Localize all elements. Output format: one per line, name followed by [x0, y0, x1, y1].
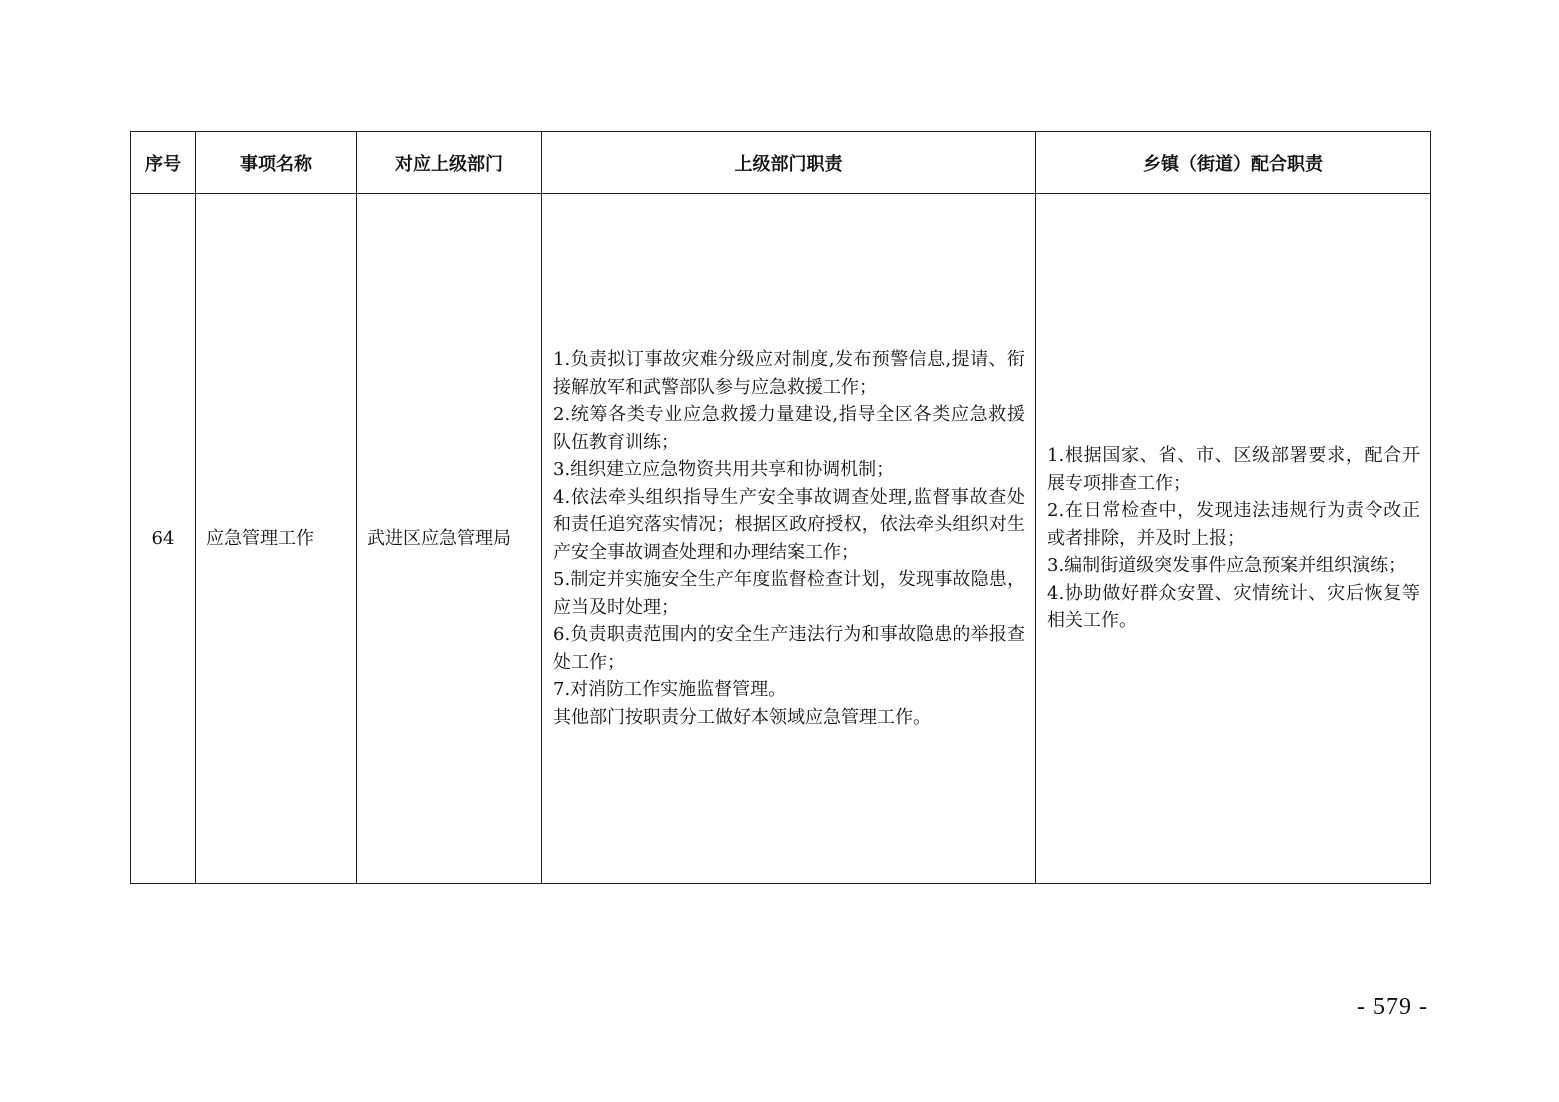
superior-duty-item: 其他部门按职责分工做好本领域应急管理工作。 [553, 706, 931, 728]
superior-duty-item: 3.组织建立应急物资共用共享和协调机制； [553, 459, 895, 480]
superior-duty-item: 4.依法牵头组织指导生产安全事故调查处理,监督事故查处和责任追究落实情况；根据区政府授权，依法牵头组织对生产安全事故调查处理和办理结案工作； [553, 486, 1025, 563]
table-header-row [131, 132, 1431, 194]
township-duty-item: 2.在日常检查中，发现违法违规行为责令改正或者排除，并及时上报； [1047, 500, 1420, 549]
township-duty-item: 4.协助做好群众安置、灾情统计、灾后恢复等相关工作。 [1047, 582, 1420, 632]
superior-duty-item: 1.负责拟订事故灾难分级应对制度,发布预警信息,提请、衔接解放军和武警部队参与应急救援工作； [553, 349, 1025, 398]
table-row [131, 194, 1431, 884]
header-index: 序号 [131, 132, 196, 194]
header-department: 对应上级部门 [357, 132, 542, 194]
cell-superior-duties [542, 194, 1036, 884]
header-superior-duties: 上级部门职责 [542, 132, 1036, 194]
duty-table-container [130, 131, 1430, 884]
cell-department: 武进区应急管理局 [357, 194, 542, 884]
header-item-name: 事项名称 [196, 132, 357, 194]
duty-table [130, 131, 1431, 884]
page-number: - 579 - [1357, 994, 1428, 1020]
superior-duty-item: 2.统筹各类专业应急救援力量建设,指导全区各类应急救援队伍教育训练； [553, 404, 1025, 453]
township-duty-item: 1.根据国家、省、市、区级部署要求，配合开展专项排查工作； [1047, 445, 1420, 494]
superior-duty-item: 6.负责职责范围内的安全生产违法行为和事故隐患的举报查处工作； [553, 624, 1025, 673]
cell-township-duties [1036, 194, 1431, 884]
cell-item-name: 应急管理工作 [196, 194, 357, 884]
township-duty-item: 3.编制街道级突发事件应急预案并组织演练； [1047, 555, 1407, 577]
superior-duty-item: 7.对消防工作实施监督管理。 [553, 679, 787, 700]
header-township-duties: 乡镇（街道）配合职责 [1036, 132, 1431, 194]
cell-index: 64 [131, 194, 196, 884]
superior-duty-item: 5.制定并实施安全生产年度监督检查计划，发现事故隐患，应当及时处理； [553, 569, 1025, 618]
